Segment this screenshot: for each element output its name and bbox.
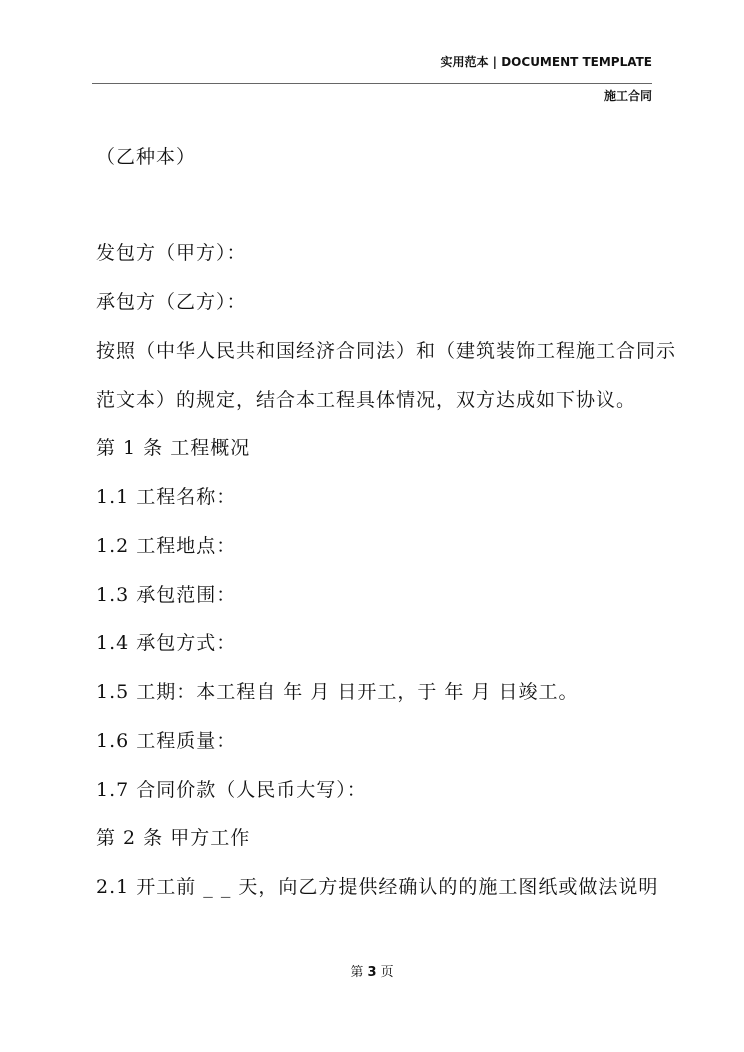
page-label-prefix: 第 (350, 965, 364, 980)
clause-1-1: 1.1 工程名称： (96, 486, 237, 508)
clause-1-4: 1.4 承包方式： (96, 632, 237, 654)
clause-1-3: 1.3 承包范围： (96, 584, 237, 606)
header-title: 实用范本 | DOCUMENT TEMPLATE (440, 55, 652, 69)
party-b-line: 承包方（乙方）： (96, 291, 247, 313)
article-2-heading: 第 2 条 甲方工作 (96, 827, 251, 849)
page-header (92, 54, 652, 103)
intro-paragraph-line-1: 按照（中华人民共和国经济合同法）和（建筑装饰工程施工合同示 (96, 340, 677, 362)
edition-label: （乙种本） (96, 146, 197, 168)
page-footer (0, 964, 744, 982)
party-a-line: 发包方（甲方）： (96, 242, 247, 264)
page-number: 3 (367, 965, 377, 980)
header-subtitle: 施工合同 (603, 89, 652, 103)
clause-2-1: 2.1 开工前 _ _ 天，向乙方提供经确认的的施工图纸或做法说明 (96, 876, 659, 898)
intro-paragraph-line-2: 范文本）的规定，结合本工程具体情况，双方达成如下协议。 (96, 389, 637, 411)
clause-1-5: 1.5 工期：本工程自 年 月 日开工，于 年 月 日竣工。 (96, 681, 579, 703)
clause-1-6: 1.6 工程质量： (96, 730, 237, 752)
header-divider (92, 83, 652, 84)
article-1-heading: 第 1 条 工程概况 (96, 437, 251, 459)
page-label-suffix: 页 (380, 965, 394, 980)
clause-1-2: 1.2 工程地点： (96, 535, 237, 557)
clause-1-7: 1.7 合同价款（人民币大写）： (96, 779, 367, 801)
